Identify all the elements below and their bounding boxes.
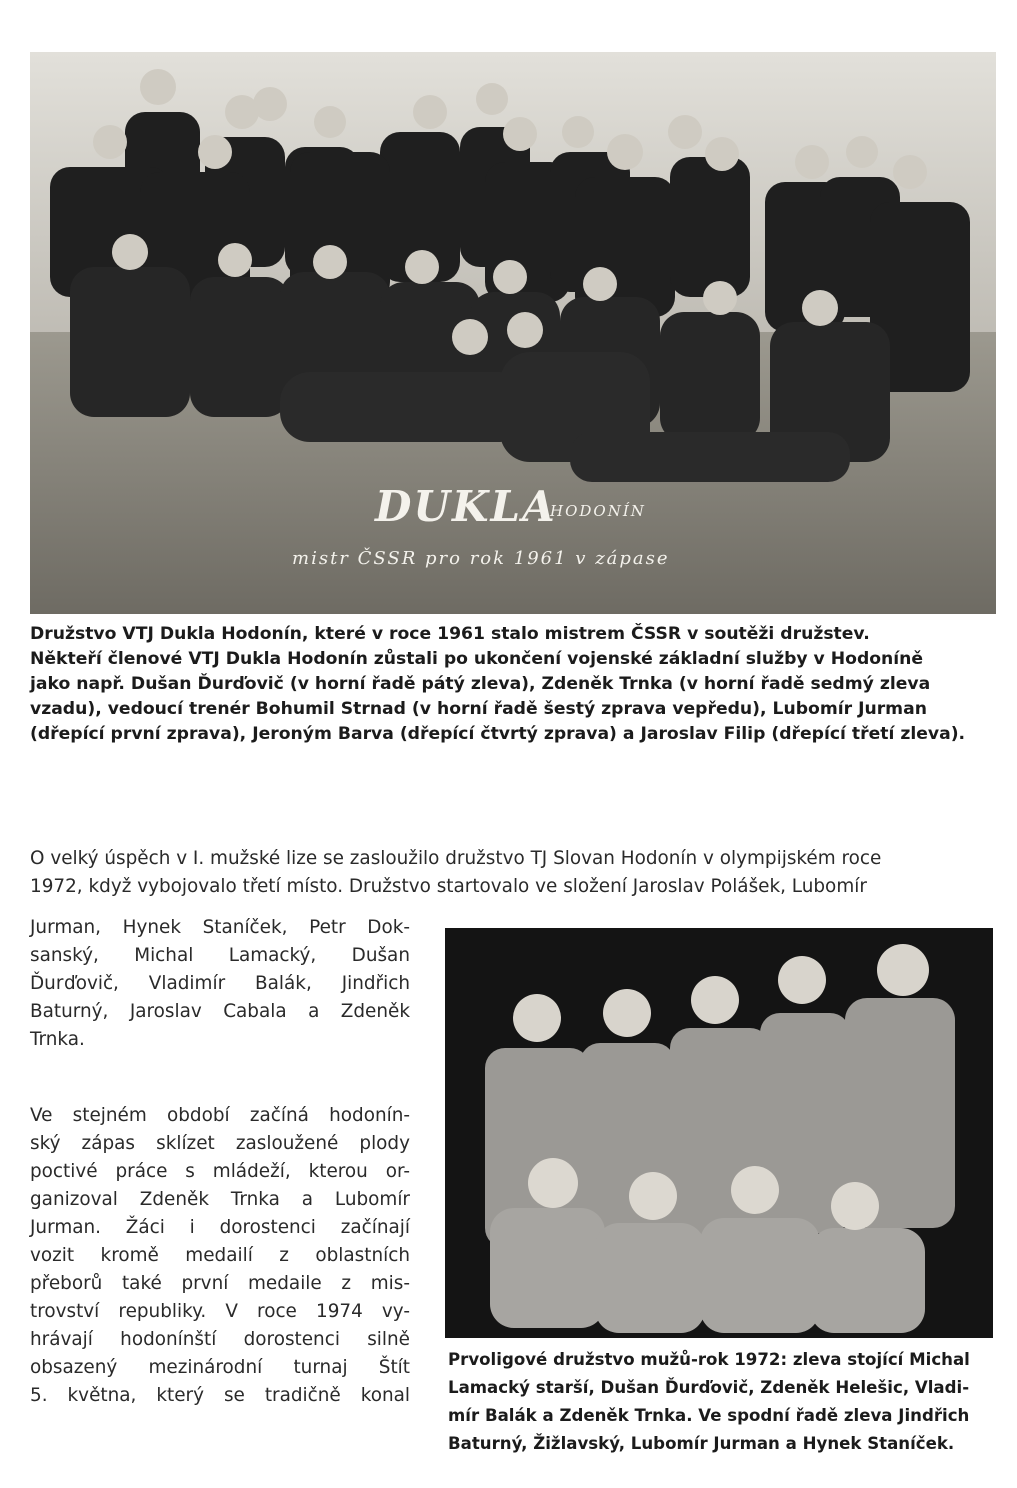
caption-line: Baturný, Žižlavský, Lubomír Jurman a Hynek Staníček. <box>448 1434 955 1453</box>
caption-line: vzadu), vedoucí trenér Bohumil Strnad (v horní řadě šestý zprava vepředu), Lubomír Jurman <box>30 699 927 719</box>
body-line: vozit kromě medailí z oblastních <box>30 1245 410 1266</box>
caption-line: Někteří členové VTJ Dukla Hodonín zůstali po ukončení vojenské základní služby v Hodoníně <box>30 649 924 669</box>
caption-line: Družstvo VTJ Dukla Hodonín, které v roce 1961 stalo mistrem ČSSR v soutěži družstev. <box>30 624 870 644</box>
body-line: poctivé práce s mládeží, kterou or- <box>30 1161 410 1182</box>
caption-line: jako např. Dušan Ďurďovič (v horní řadě pátý zleva), Zdeněk Trnka (v horní řadě sedmý zleva <box>30 674 931 694</box>
body-line: Jurman. Žáci i dorostenci začínají <box>30 1217 410 1238</box>
body-line: trovství republiky. V roce 1974 vy- <box>30 1301 410 1322</box>
body-line: sanský, Michal Lamacký, Dušan <box>30 945 410 966</box>
body-line: Jurman, Hynek Staníček, Petr Dok- <box>30 917 410 938</box>
team-photo-1972 <box>445 928 993 1338</box>
body-line: Baturný, Jaroslav Cabala a Zdeněk <box>30 1001 410 1022</box>
top-photo-caption <box>30 622 1000 747</box>
body-paragraph-lineup <box>30 914 410 1054</box>
body-line: 5. května, který se tradičně konal <box>30 1385 410 1406</box>
body-line: Trnka. <box>30 1029 85 1050</box>
team-photo-1972-image <box>445 928 993 1338</box>
body-paragraph-youth <box>30 1102 410 1410</box>
caption-line: (dřepící první zprava), Jeroným Barva (dřepící čtvrtý zprava) a Jaroslav Filip (dřepící třetí zleva). <box>30 724 966 744</box>
team-photo-1961 <box>30 52 996 614</box>
body-line: hrávají hodonínští dorostenci silně <box>30 1329 410 1350</box>
body-line: ský zápas sklízet zasloužené plody <box>30 1133 410 1154</box>
body-line: 1972, když vybojovalo třetí místo. Družstvo startovalo ve složení Jaroslav Polášek, Lubomír <box>30 876 867 897</box>
body-line: ganizoval Zdeněk Trnka a Lubomír <box>30 1189 410 1210</box>
body-paragraph-intro <box>30 845 1000 901</box>
photo-overlay-line: mistr ČSSR pro rok 1961 v zápase <box>292 548 670 569</box>
bottom-photo-caption <box>448 1346 996 1458</box>
body-line: přeborů také první medaile z mis- <box>30 1273 410 1294</box>
caption-line: Lamacký starší, Dušan Ďurďovič, Zdeněk Helešic, Vladi- <box>448 1378 970 1397</box>
body-line: obsazený mezinárodní turnaj Štít <box>30 1357 410 1378</box>
photo-overlay-city: HODONÍN <box>550 502 646 520</box>
body-line: Ve stejném období začíná hodonín- <box>30 1105 410 1126</box>
caption-line: Prvoligové družstvo mužů-rok 1972: zleva stojící Michal <box>448 1350 970 1369</box>
body-line: Ďurďovič, Vladimír Balák, Jindřich <box>30 973 410 994</box>
body-line: O velký úspěch v I. mužské lize se zasloužilo družstvo TJ Slovan Hodonín v olympijském roce <box>30 848 882 869</box>
photo-overlay-title: DUKLA <box>375 482 557 531</box>
caption-line: mír Balák a Zdeněk Trnka. Ve spodní řadě zleva Jindřich <box>448 1406 970 1425</box>
